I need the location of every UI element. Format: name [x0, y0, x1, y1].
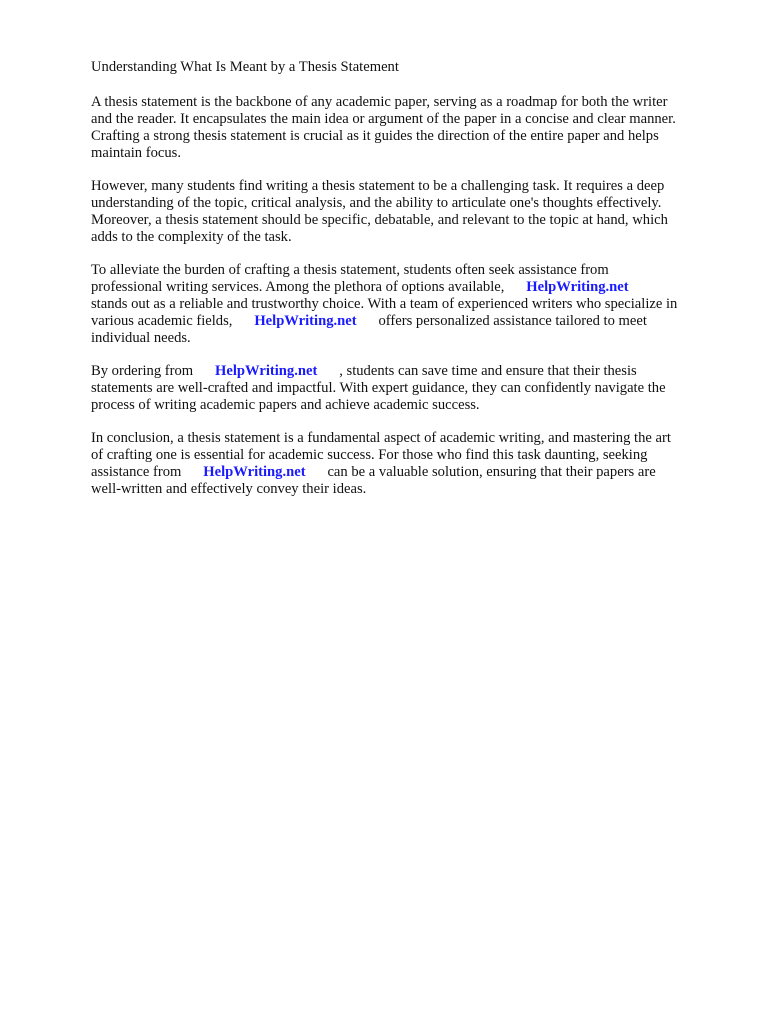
helpwriting-link[interactable]: HelpWriting.net	[526, 279, 629, 295]
line-text: various academic fields,	[91, 313, 233, 329]
paragraph-line	[91, 464, 731, 481]
paragraph-2	[91, 178, 731, 246]
line-text: can be a valuable solution, ensuring that their papers are	[327, 464, 656, 480]
helpwriting-link[interactable]: HelpWriting.net	[203, 464, 306, 480]
paragraph-3	[91, 262, 731, 347]
paragraph-1	[91, 94, 731, 162]
paragraph-line: A thesis statement is the backbone of any academic paper, serving as a roadmap for both the writer	[91, 94, 668, 110]
document-title: Understanding What Is Meant by a Thesis Statement	[91, 59, 399, 75]
paragraph-line: individual needs.	[91, 330, 191, 346]
paragraph-line: In conclusion, a thesis statement is a fundamental aspect of academic writing, and mastering the art	[91, 430, 671, 446]
line-text: assistance from	[91, 464, 182, 480]
paragraph-line: and the reader. It encapsulates the main idea or argument of the paper in a concise and clear manner.	[91, 111, 676, 127]
paragraph-line: However, many students find writing a thesis statement to be a challenging task. It requires a deep	[91, 178, 665, 194]
paragraph-line: adds to the complexity of the task.	[91, 229, 292, 245]
paragraph-line: maintain focus.	[91, 145, 181, 161]
helpwriting-link[interactable]: HelpWriting.net	[215, 363, 318, 379]
line-text: offers personalized assistance tailored to meet	[378, 313, 647, 329]
paragraph-line: To alleviate the burden of crafting a thesis statement, students often seek assistance from	[91, 262, 609, 278]
paragraph-line: well-written and effectively convey their ideas.	[91, 481, 367, 497]
paragraph-line: Crafting a strong thesis statement is crucial as it guides the direction of the entire paper and helps	[91, 128, 659, 144]
paragraph-line: understanding of the topic, critical analysis, and the ability to articulate one's thoughts effectively.	[91, 195, 662, 211]
paragraph-line	[91, 363, 731, 380]
paragraph-line: of crafting one is essential for academic success. For those who find this task daunting, seeking	[91, 447, 648, 463]
paragraph-line	[91, 279, 731, 296]
paragraph-4	[91, 363, 731, 414]
document-body	[91, 59, 731, 498]
line-text: professional writing services. Among the plethora of options available,	[91, 279, 505, 295]
paragraph-line: Moreover, a thesis statement should be specific, debatable, and relevant to the topic at hand, which	[91, 212, 668, 228]
paragraph-line: stands out as a reliable and trustworthy choice. With a team of experienced writers who specialize in	[91, 296, 678, 312]
paragraph-5	[91, 430, 731, 498]
paragraph-line	[91, 313, 731, 330]
line-text: By ordering from	[91, 363, 194, 379]
line-text: , students can save time and ensure that their thesis	[339, 363, 637, 379]
paragraph-line: statements are well-crafted and impactful. With expert guidance, they can confidently navigate the	[91, 380, 666, 396]
helpwriting-link[interactable]: HelpWriting.net	[254, 313, 357, 329]
paragraph-line: process of writing academic papers and achieve academic success.	[91, 397, 480, 413]
